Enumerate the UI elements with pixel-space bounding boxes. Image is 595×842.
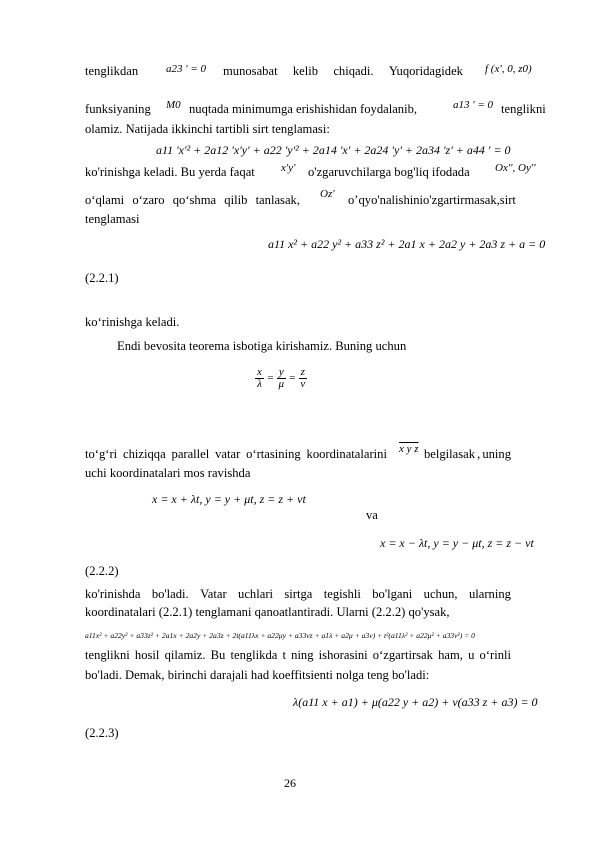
fraction bbox=[255, 367, 264, 390]
word: qilib bbox=[224, 193, 248, 207]
equation-number: (2.2.3) bbox=[85, 726, 119, 740]
word: uning bbox=[482, 447, 511, 461]
paragraph-2-line-2-left bbox=[85, 193, 300, 208]
word: o'zgartirmasak, bbox=[423, 193, 500, 207]
formula-linear-term-zero: λ(a11 x + a1) + μ(a22 y + a2) + ν(a33 z + a3) = 0 bbox=[293, 695, 538, 709]
paragraph-6-line-2: bo'ladi. Demak, birinchi darajali had koeffitsienti nolga teng bo'ladi: bbox=[85, 668, 430, 682]
formula-endpoint-1: x = x + λt, y = y + μt, z = z + νt bbox=[152, 492, 306, 506]
word: belgilasak bbox=[424, 447, 476, 461]
word: Vatar bbox=[200, 587, 227, 601]
word: ularning bbox=[468, 587, 511, 601]
word: funksiyaning bbox=[85, 102, 151, 116]
fraction bbox=[277, 367, 286, 390]
word: bo'lgani bbox=[372, 587, 413, 601]
word: nuqtada minimumga erishishidan foydalanib, bbox=[189, 102, 418, 116]
paragraph-1-line-2-mid bbox=[189, 102, 418, 117]
numerator: z bbox=[300, 366, 305, 378]
paragraph-1-line-3: olamiz. Natijada ikkinchi tartibli sirt tenglamasi: bbox=[85, 122, 330, 136]
formula-endpoint-2: x = x − λt, y = y − μt, z = z − νt bbox=[380, 536, 534, 550]
word: kelib bbox=[292, 64, 319, 78]
formula-inline-a23: a23 ' = 0 bbox=[166, 63, 207, 75]
formula-inline-xyz-bar: x y z bbox=[399, 443, 419, 455]
paragraph-2-line-1-rest bbox=[308, 165, 488, 180]
denominator: μ bbox=[278, 378, 285, 390]
paragraph-4-line-1-right bbox=[424, 447, 511, 462]
denominator: ν bbox=[300, 378, 306, 390]
word: tenglikdan bbox=[85, 64, 139, 78]
word: o‘qlami bbox=[85, 193, 125, 207]
word: o'zgaruvchilarga bog'liq ifodada bbox=[308, 165, 470, 179]
formula-inline-xy: x'y' bbox=[281, 162, 296, 174]
word: ko'rinishda bbox=[85, 587, 141, 601]
word: chiqadi. bbox=[333, 64, 374, 78]
word: chiziqqa bbox=[123, 447, 166, 461]
formula-line-direction: $\frac{x}{\lambda}$ = $\frac{y}{\mu}$ = $\frac{z}{\nu}$ bbox=[257, 366, 306, 390]
page-number: 26 bbox=[284, 776, 296, 790]
word: koordinatalarini bbox=[306, 447, 387, 461]
numerator: x bbox=[257, 366, 262, 378]
formula-inline-Oz: Oz' bbox=[320, 188, 335, 200]
paragraph-3-line-1: ko‘rinishga keladi. bbox=[85, 315, 180, 329]
paragraph-4-line-2: uchi koordinatalari mos ravishda bbox=[85, 466, 251, 480]
word: o‘rtasining bbox=[246, 447, 301, 461]
word: , bbox=[477, 447, 481, 461]
paragraph-3-line-2: Endi bevosita teorema isbotiga kirishamiz. Buning uchun bbox=[117, 339, 407, 353]
word: tenglikni bbox=[501, 102, 546, 116]
equation-number: (2.2.1) bbox=[85, 271, 119, 285]
word: vatar bbox=[215, 447, 241, 461]
formula-inline-axes: Ox'', Oy'' bbox=[495, 162, 536, 174]
formula-quadric-canonical: a11 x² + a22 y² + a33 z² + 2a1 x + 2a2 y + 2a3 z + a = 0 bbox=[268, 237, 546, 251]
word: yo'nalishini bbox=[364, 193, 424, 207]
word: uchlari bbox=[238, 587, 274, 601]
formula-quadric-transformed: a11 'x'² + 2a12 'x'y' + a22 'y'² + 2a14 'x' + 2a24 'y' + 2a34 'z' + a44 ' = 0 bbox=[156, 143, 511, 157]
paragraph-1-line-1-rest bbox=[223, 64, 463, 79]
conjunction-va: va bbox=[366, 508, 378, 522]
formula-inline-f: f (x', 0, z0) bbox=[485, 63, 532, 75]
word: ko'rinishga keladi. Bu yerda faqat bbox=[85, 165, 255, 179]
word: bo'ladi. bbox=[151, 587, 189, 601]
word: munosabat bbox=[223, 64, 278, 78]
word: parallel bbox=[171, 447, 210, 461]
word: sirt bbox=[499, 193, 516, 207]
formula-substituted: a11x² + a22y² + a33z² + 2a1x + 2a2y + 2a3z + 2t(a11λx + a22μy + a33νz + a1λ + a2μ + a3ν) + t²(a11λ² + a22μ² + a33ν²) = 0 bbox=[85, 631, 475, 640]
word: o’q bbox=[348, 193, 365, 207]
formula-inline-a13: a13 ' = 0 bbox=[453, 99, 494, 111]
paragraph-5-line-2: koordinatalari (2.2.1) tenglamani qanoatlantiradi. Ularni (2.2.2) qo'ysak, bbox=[85, 605, 450, 619]
denominator: λ bbox=[257, 378, 262, 390]
equation-number: (2.2.2) bbox=[85, 564, 119, 578]
word: tanlasak, bbox=[255, 193, 300, 207]
paragraph-6-line-1: tenglikni hosil qilamiz. Bu tenglikda t ning ishorasini o‘zgartirsak ham, u o‘rinli bbox=[85, 648, 511, 662]
paragraph-5-line-1 bbox=[85, 587, 511, 602]
word: Yuqoridagidek bbox=[388, 64, 463, 78]
fraction bbox=[299, 367, 307, 390]
word: o‘zaro bbox=[132, 193, 165, 207]
paragraph-2-line-2-right bbox=[348, 193, 516, 208]
word: uchun, bbox=[423, 587, 458, 601]
word: to‘g‘ri bbox=[85, 447, 118, 461]
word: sirtga bbox=[284, 587, 313, 601]
paragraph-1-line-2-end bbox=[501, 102, 561, 117]
paragraph-4-line-1-left bbox=[85, 447, 387, 462]
word: tegishli bbox=[323, 587, 361, 601]
word: qo‘shma bbox=[172, 193, 217, 207]
formula-inline-M0: M0 bbox=[166, 99, 181, 111]
numerator: y bbox=[278, 366, 284, 378]
paragraph-2-line-3: tenglamasi bbox=[85, 212, 140, 226]
